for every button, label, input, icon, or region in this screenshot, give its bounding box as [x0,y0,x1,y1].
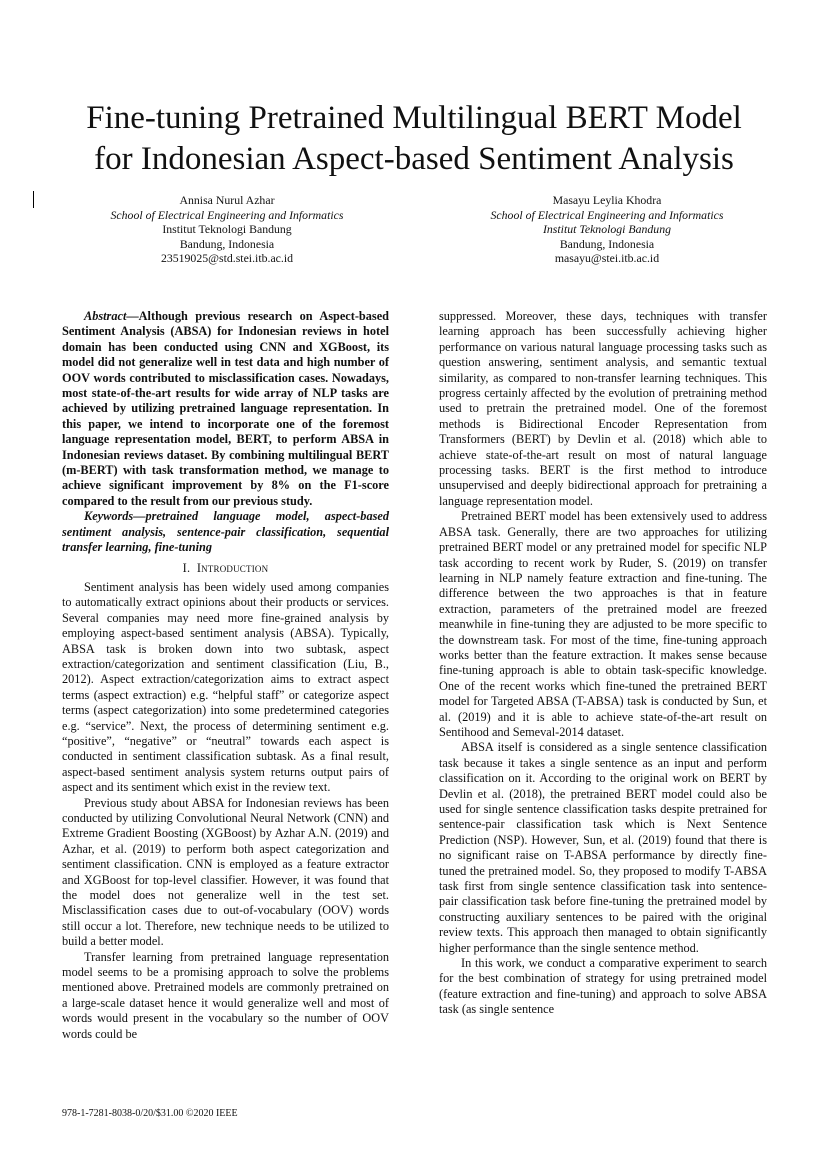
paragraph: suppressed. Moreover, these days, techniques with transfer learning approach has been successfully achieving higher performance on various natural language processing tasks such as question answering, sentiment analysis, and semantic textual similarity, as compared to non-transfer learning techniques. This progress certainly affected by the evolution of pretraining method used to pretrain the pretrained model. One of the foremost methods is Bidirectional Encoder Representation from Transformers (BERT) by Devlin et al. (2018) which able to achieve state-of-the-art result on most of natural language processing tasks. BERT is the first method to introduce unsupervised and deeply bidirectional approach for pretraining a language representation model. [439,309,767,508]
right-column [439,309,767,1018]
abstract [62,309,389,509]
paper-title [40,98,788,180]
author-block-1 [80,193,374,266]
paragraph: In this work, we conduct a comparative experiment to search for the best combination of strategy for using pretrained model (feature extraction and fine-tuning) and approach to solve ABSA task (as single sentence [439,956,767,1017]
author-institute: Institut Teknologi Bandung [542,222,672,237]
abstract-text: —Although previous research on Aspect-based Sentiment Analysis (ABSA) for Indonesian reviews in hotel domain has been conducted using CNN and XGBoost, its model did not generalize well in test data and high number of OOV words contributed to misclassification cases. Nowadays, most state-of-the-art results for wide array of NLP tasks are achieved by utilizing pretrained language representation. In this paper, we intend to incorporate one of the foremost language representation model, BERT, to perform ABSA in Indonesian reviews dataset. By combining multilingual BERT (m-BERT) with task transformation method, we manage to achieve significant improvement by 8% on the F1-score compared to the result from our previous study. [62,309,389,508]
change-bar [33,191,34,208]
title-line-1: Fine-tuning Pretrained Multilingual BERT Model [86,100,742,136]
paragraph: ABSA itself is considered as a single sentence classification task because it takes a single sentence as an input and perform classification on it. According to the original work on BERT by Devlin et al. (2018), the pretrained BERT model could also be used for single sentence classification tasks despite pretrained for sentence-pair classification task which is Next Sentence Prediction (NSP). However, Sun, et al. (2019) found that there is no significant raise on T-ABSA performance by directly fine-tuned the pretrained model. So, they proposed to modify T-ABSA task first from single sentence classification task into sentence-pair classification task before fine-tuning the pretrained model by constructing auxiliary sentences to be paired with the original review texts. This approach then managed to obtain significantly higher performance than the single sentence method. [439,740,767,955]
paragraph: Transfer learning from pretrained language representation model seems to be a promising approach to solve the problems mentioned above. Pretrained models are commonly pretrained on a large-scale dataset hence it would generalize well and most of words would present in the vocabulary so the number of OOV words could be [62,949,389,1041]
author-email: 23519025@std.stei.itb.ac.id [160,251,294,266]
copyright-footer: 978-1-7281-8038-0/20/$31.00 ©2020 IEEE [62,1108,238,1119]
author-name: Annisa Nurul Azhar [179,193,275,207]
author-block-2 [460,193,754,266]
author-school: School of Electrical Engineering and Informatics [490,207,724,222]
section-title: Introduction [196,560,269,575]
paragraph: Sentiment analysis has been widely used among companies to automatically extract opinions about their products or services. Several companies may need more fine-grained analysis by employing aspect-based sentiment analysis (ABSA). Typically, ABSA task is broken down into two subtask, aspect extraction/categorization and sentiment classification (Liu, B., 2012). Aspect extraction/categorization aims to extract aspect terms (aspect extraction) e.g. “helpful staff” or categorize aspect terms (aspect categorization) into some predetermined categories e.g. “service”. Next, the process of determining sentiment e.g. “positive”, “negative” or “neutral” towards each aspect is conducted in sentiment classification subtask. As a final result, aspect-based sentiment analysis system returns output pairs of aspect and its sentiment which exist in the review text. [62,579,389,795]
author-city: Bandung, Indonesia [559,236,655,251]
author-name: Masayu Leylia Khodra [552,193,662,207]
section-number: I. [182,560,191,575]
paragraph: Previous study about ABSA for Indonesian reviews has been conducted by utilizing Convolutional Neural Network (CNN) and Extreme Gradient Boosting (XGBoost) by Azhar A.N. (2019) and Azhar, et al. (2019) to perform both aspect categorization and sentiment classification. CNN is employed as a feature extractor and XGBoost for top-level classifier. However, it was found that the model does not generalize well in the test set. Misclassification cases due to out-of-vocabulary (OOV) words still occur a lot. Therefore, new technique needs to be utilized to build a better model. [62,795,389,949]
section-heading [62,561,389,576]
author-email: masayu@stei.itb.ac.id [554,251,660,266]
left-column [62,309,389,1042]
author-institute: Institut Teknologi Bandung [162,222,292,237]
abstract-label: Abstract [84,309,127,323]
paragraph: Pretrained BERT model has been extensively used to address ABSA task. Generally, there are two approaches for utilizing pretrained BERT model or any pretrained model for specific NLP task according to recent work by Ruder, S. (2019) on transfer learning in NLP namely feature extraction and fine-tuning. The difference between the two approaches is that in feature extraction, parameters of the pretrained model are freezed meanwhile in fine-tuning they are adjusted to be more specific to the downstream task. For most of the time, fine-tuning approach works better than the feature extraction. It makes sense because fine-tuning approach is able to obtain task-specific knowledge. One of the recent works which fine-tuned the pretrained BERT model for Targeted ABSA (T-ABSA) task is conducted by Sun, et al. (2019) and it is able to achieve state-of-the-art result on Sentihood and Semeval-2014 dataset. [439,509,767,739]
title-line-2: for Indonesian Aspect-based Sentiment Analysis [94,141,734,177]
keywords: Keywords—pretrained language model, aspect-based sentiment analysis, sentence-pair classification, sequential transfer learning, fine-tuning [62,509,389,555]
author-school: School of Electrical Engineering and Informatics [110,207,344,222]
author-city: Bandung, Indonesia [179,236,275,251]
